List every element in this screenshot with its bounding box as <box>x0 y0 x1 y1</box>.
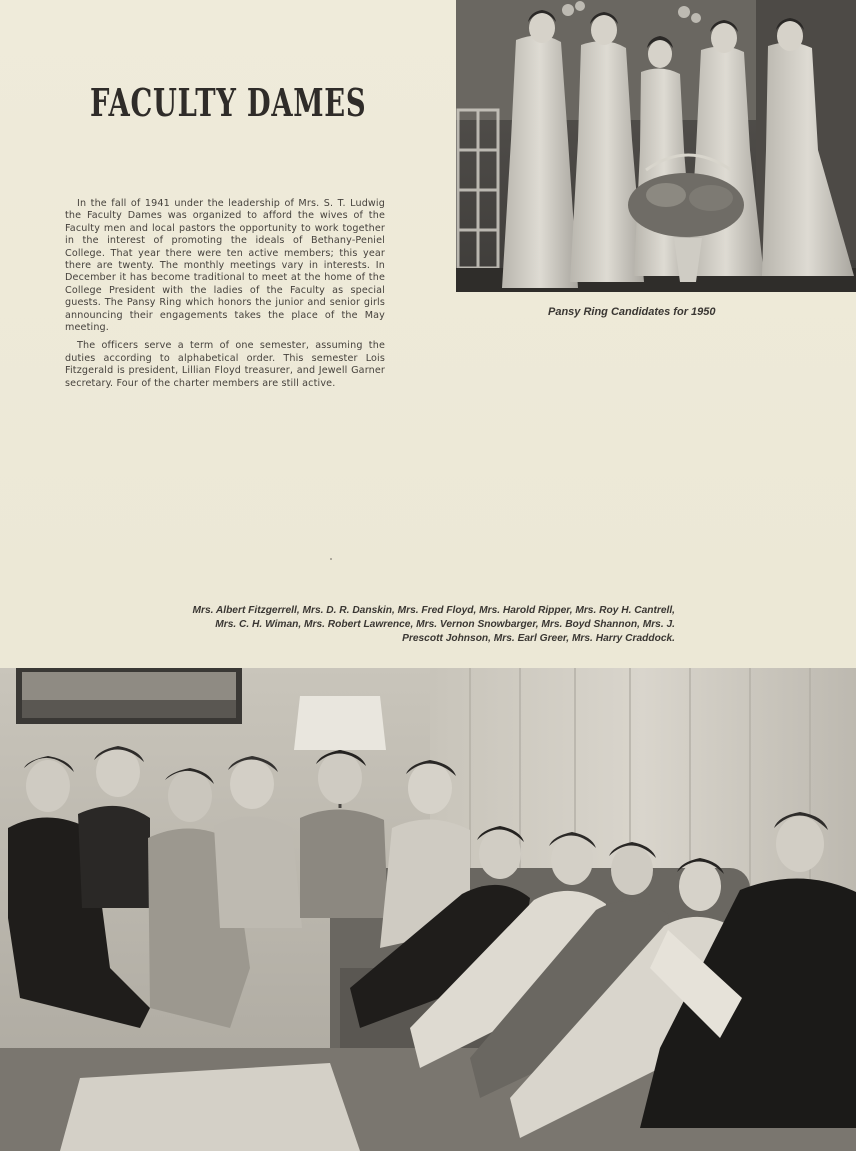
article-paragraph-2: The officers serve a term of one semester, assuming the duties according to alphabetical order. This semester Lois Fitzgerald is president, Lillian Floyd treasurer, and Jewell Garner secretary. Four of the charter members are still active. <box>65 340 385 389</box>
faculty-dames-group-photo <box>0 668 856 1151</box>
pansy-ring-caption: Pansy Ring Candidates for 1950 <box>548 306 716 318</box>
article-body <box>65 198 385 396</box>
page-title: FACULTY DAMES <box>90 80 367 125</box>
paper-speck <box>330 558 332 560</box>
pansy-ring-photo <box>456 0 856 292</box>
article-paragraph-1: In the fall of 1941 under the leadership of Mrs. S. T. Ludwig the Faculty Dames was organized to afford the wives of the Faculty men and local pastors the opportunity to work together in the interest of promoting the ideals of Bethany-Peniel College. That year there were ten active members; this year there are twenty. The monthly meetings vary in interests. In December it has become traditional to meet at the home of the College President with the ladies of the Faculty as special guests. The Pansy Ring which honors the junior and senior girls announcing their engagements takes the place of the May meeting. <box>65 198 385 334</box>
group-photo-caption: Mrs. Albert Fitzgerrell, Mrs. D. R. Danskin, Mrs. Fred Floyd, Mrs. Harold Ripper, Mrs. Roy H. Cantrell, Mrs. C. H. Wiman, Mrs. Robert Lawrence, Mrs. Vernon Snowbarger, Mrs. Boyd Shannon, Mrs. J. Prescott Johnson, Mrs. Earl Greer, Mrs. Harry Craddock. <box>192 605 675 644</box>
